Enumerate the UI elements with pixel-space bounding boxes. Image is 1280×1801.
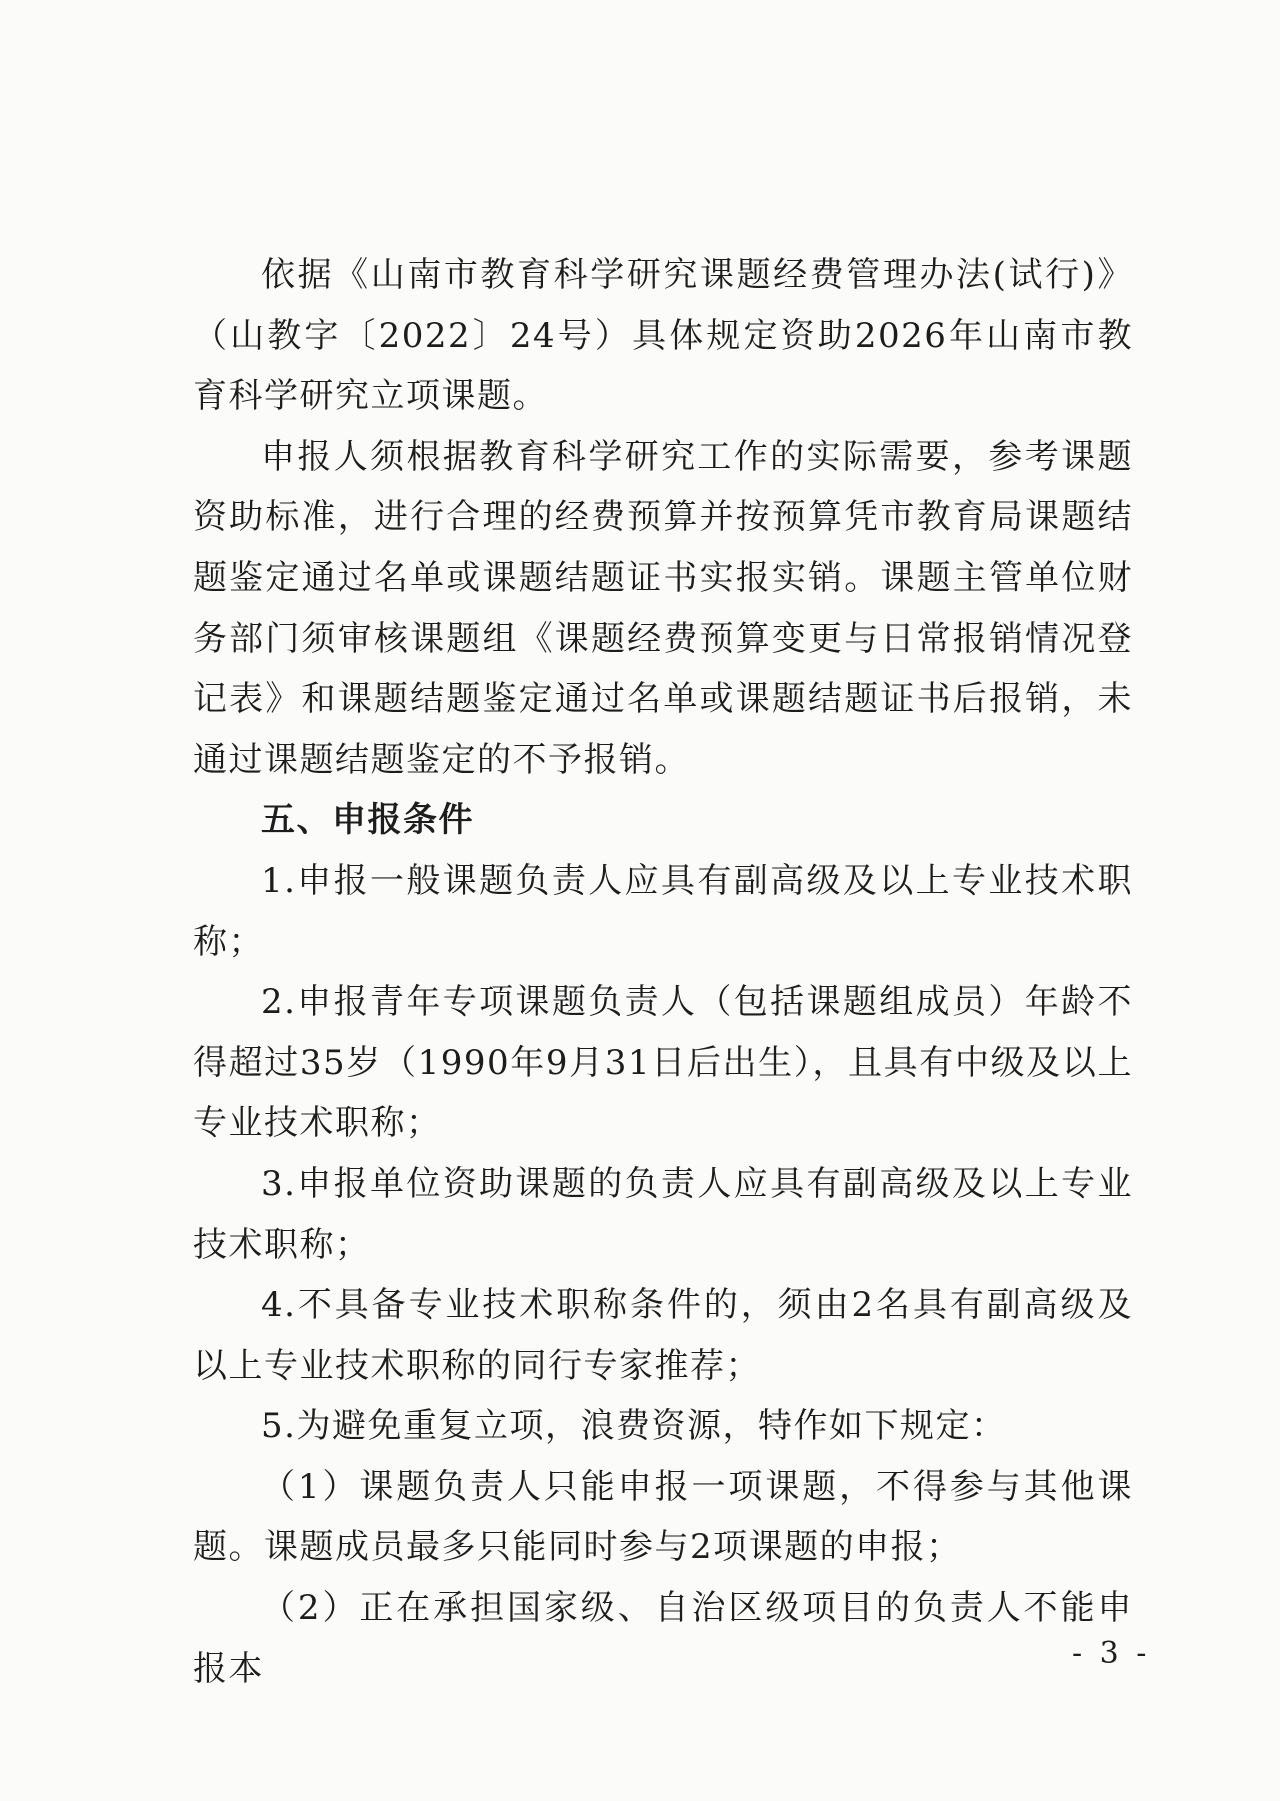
paragraph-funding-basis: 依据《山南市教育科学研究课题经费管理办法(试行)》（山教字〔2022〕24号）具体规定资助2026年山南市教育科学研究立项课题。 (193, 255, 1133, 417)
page-number: - 3 - (1072, 1636, 1151, 1671)
condition-item-5: 5.为避免重复立项，浪费资源，特作如下规定： (261, 1406, 1007, 1447)
sub-rule-1: （1）课题负责人只能申报一项课题，不得参与其他课题。课题成员最多只能同时参与2项课题的申报； (193, 1466, 1133, 1568)
condition-item-4: 4.不具备专业技术职称条件的，须由2名具有副高级及以上专业技术职称的同行专家推荐； (193, 1285, 1133, 1386)
condition-item-3: 3.申报单位资助课题的负责人应具有副高级及以上专业技术职称； (193, 1163, 1133, 1265)
paragraph-reimbursement: 申报人须根据教育科学研究工作的实际需要，参考课题资助标准，进行合理的经费预算并按预算凭市教育局课题结题鉴定通过名单或课题结题证书实报实销。课题主管单位财务部门须审核课题组《课题经费预算变更与日常报销情况登记表》和课题结题鉴定通过名单或课题结题证书后报销，未通过课题结题鉴定的不予报销。 (193, 436, 1133, 780)
condition-item-1: 1.申报一般课题负责人应具有副高级及以上专业技术职称； (193, 860, 1133, 962)
sub-rule-2: （2）正在承担国家级、自治区级项目的负责人不能申报本 (193, 1588, 1133, 1689)
condition-item-2: 2.申报青年专项课题负责人（包括课题组成员）年龄不得超过35岁（1990年9月31日后出生），且具有中级及以上专业技术职称； (193, 982, 1133, 1144)
document-body (193, 245, 1133, 1699)
section-heading-application-conditions: 五、申报条件 (261, 800, 474, 841)
